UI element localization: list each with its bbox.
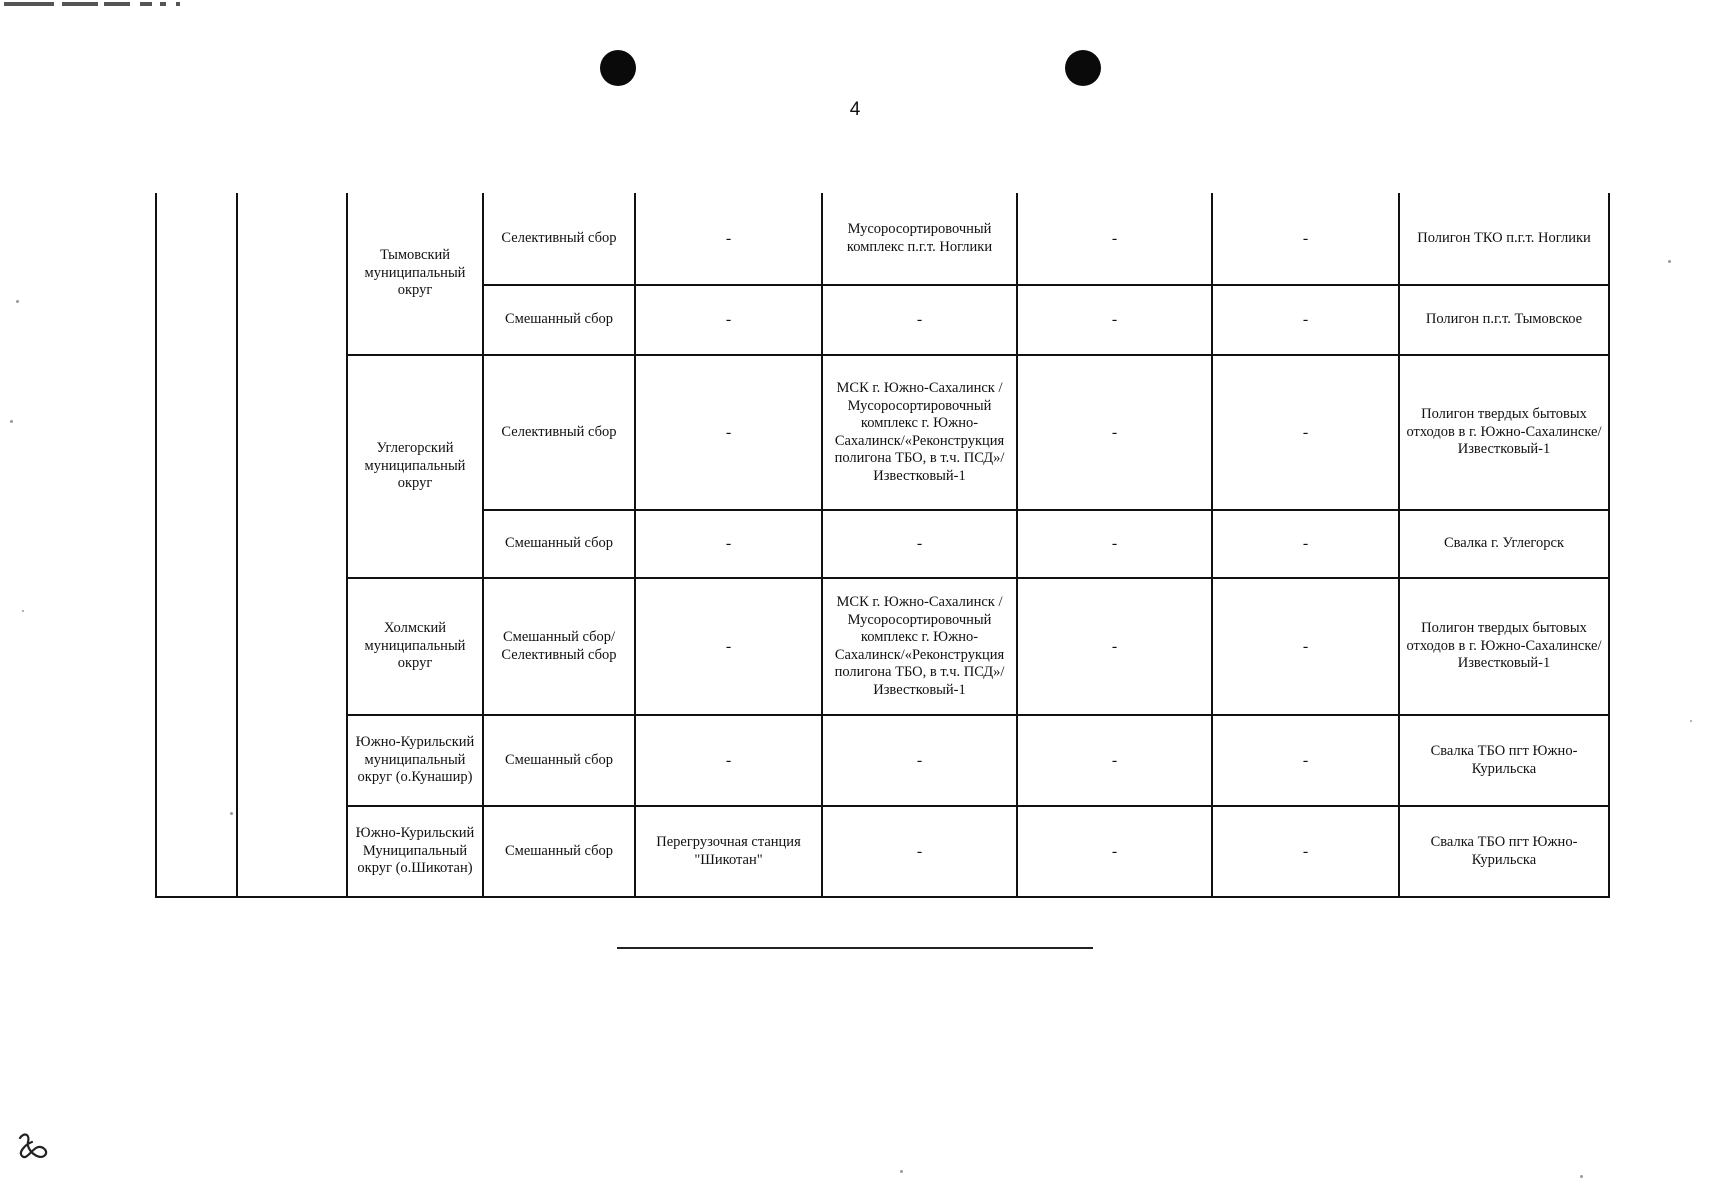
sorting-cell: - [822, 715, 1017, 806]
collection-cell: Смешанный сбор/ Селективный сбор [483, 578, 635, 715]
neutralization-cell: - [1212, 193, 1399, 285]
scan-speck [22, 610, 24, 612]
disposal-cell: Полигон твердых бытовых отходов в г. Южно-Сахалинске/Известковый-1 [1399, 355, 1609, 510]
processing-cell: - [1017, 510, 1212, 578]
transfer-cell: - [635, 355, 822, 510]
sorting-cell: МСК г. Южно-Сахалинск / Мусоросортировочный комплекс г. Южно-Сахалинск/«Реконструкция полигона ТБО, в т.ч. ПСД»/Известковый-1 [822, 578, 1017, 715]
scan-speck [10, 420, 13, 423]
table-row [156, 193, 1609, 285]
collection-cell: Смешанный сбор [483, 285, 635, 355]
disposal-cell: Свалка ТБО пгт Южно-Курильска [1399, 715, 1609, 806]
neutralization-cell: - [1212, 715, 1399, 806]
disposal-cell: Полигон ТКО п.г.т. Ноглики [1399, 193, 1609, 285]
transfer-cell: - [635, 578, 822, 715]
processing-cell: - [1017, 806, 1212, 897]
disposal-cell: Полигон п.г.т. Тымовское [1399, 285, 1609, 355]
scan-speck [1668, 260, 1671, 263]
handwritten-mark-icon [16, 1130, 50, 1164]
municipality-cell: Холмский муниципальный округ [347, 578, 483, 715]
transfer-cell: - [635, 510, 822, 578]
disposal-cell: Полигон твердых бытовых отходов в г. Южно-Сахалинске/Известковый-1 [1399, 578, 1609, 715]
collection-cell: Селективный сбор [483, 193, 635, 285]
region-column-cell [237, 193, 347, 897]
neutralization-cell: - [1212, 578, 1399, 715]
processing-cell: - [1017, 285, 1212, 355]
municipality-cell: Южно-Курильский Муниципальный округ (о.Шикотан) [347, 806, 483, 897]
collection-cell: Смешанный сбор [483, 806, 635, 897]
scan-noise [0, 0, 210, 12]
transfer-cell: Перегрузочная станция "Шикотан" [635, 806, 822, 897]
table-row [156, 715, 1609, 806]
sorting-cell: МСК г. Южно-Сахалинск / Мусоросортировочный комплекс г. Южно-Сахалинск/«Реконструкция полигона ТБО, в т.ч. ПСД»/Известковый-1 [822, 355, 1017, 510]
number-column-cell [156, 193, 237, 897]
punch-hole [600, 50, 636, 86]
collection-cell: Смешанный сбор [483, 510, 635, 578]
scan-speck [16, 300, 19, 303]
end-of-table-rule [617, 947, 1093, 949]
scan-speck [1580, 1175, 1583, 1178]
neutralization-cell: - [1212, 355, 1399, 510]
neutralization-cell: - [1212, 285, 1399, 355]
sorting-cell: - [822, 285, 1017, 355]
disposal-cell: Свалка г. Углегорск [1399, 510, 1609, 578]
scan-speck [900, 1170, 903, 1173]
collection-cell: Смешанный сбор [483, 715, 635, 806]
processing-cell: - [1017, 578, 1212, 715]
municipality-cell: Южно-Курильский муниципальный округ (о.Кунашир) [347, 715, 483, 806]
neutralization-cell: - [1212, 806, 1399, 897]
scan-speck [1690, 720, 1692, 722]
transfer-cell: - [635, 715, 822, 806]
table-row [156, 578, 1609, 715]
transfer-cell: - [635, 193, 822, 285]
sorting-cell: Мусоросортировочный комплекс п.г.т. Ноглики [822, 193, 1017, 285]
collection-cell: Селективный сбор [483, 355, 635, 510]
page-number: 4 [849, 99, 861, 120]
table-row [156, 806, 1609, 897]
sorting-cell: - [822, 806, 1017, 897]
municipality-cell: Углегорский муниципальный округ [347, 355, 483, 578]
sorting-cell: - [822, 510, 1017, 578]
processing-cell: - [1017, 355, 1212, 510]
processing-cell: - [1017, 715, 1212, 806]
waste-flow-table [155, 193, 1610, 898]
processing-cell: - [1017, 193, 1212, 285]
transfer-cell: - [635, 285, 822, 355]
disposal-cell: Свалка ТБО пгт Южно-Курильска [1399, 806, 1609, 897]
table-row [156, 355, 1609, 510]
punch-hole [1065, 50, 1101, 86]
neutralization-cell: - [1212, 510, 1399, 578]
municipality-cell: Тымовский муниципальный округ [347, 193, 483, 355]
